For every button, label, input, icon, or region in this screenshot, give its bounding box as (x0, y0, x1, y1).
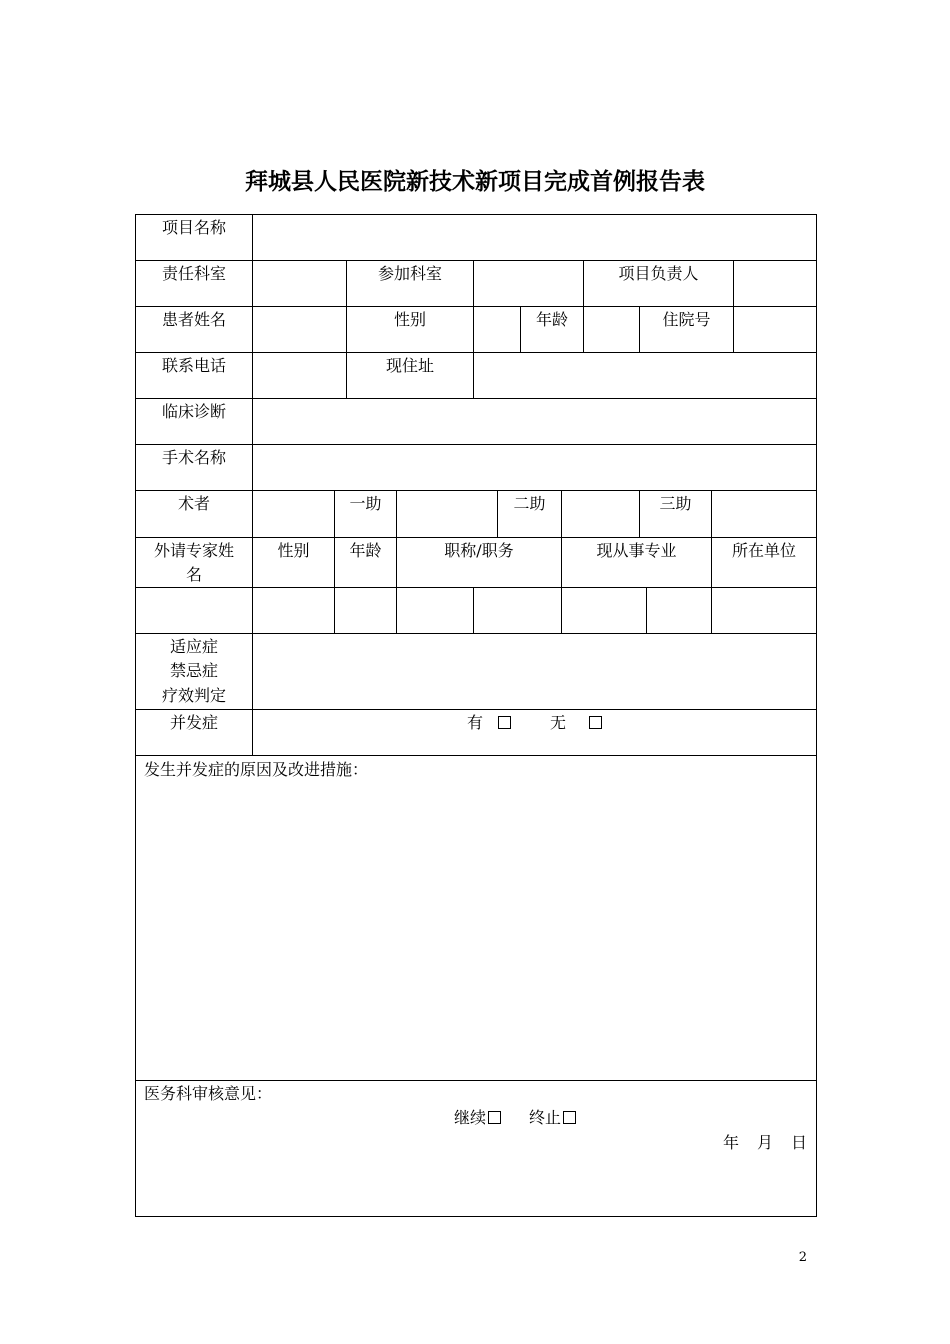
row-border (135, 306, 817, 307)
row-border (135, 755, 817, 756)
label-cause-measures: 发生并发症的原因及改进措施： (144, 760, 369, 779)
page-number: 2 (798, 1250, 807, 1265)
label-responsible-dept: 责任科室 (161, 264, 226, 283)
label-expert-title: 职称/职务 (444, 541, 514, 560)
row-border (135, 352, 817, 353)
complication-yes-option[interactable] (467, 711, 511, 735)
row-border (135, 709, 817, 710)
cell-divider (334, 587, 335, 633)
cell-divider (733, 260, 734, 306)
label-expert-name-line2: 名 (185, 565, 202, 584)
cell-divider (473, 260, 474, 306)
cell-divider (473, 306, 474, 352)
row-border (135, 1080, 817, 1081)
row-border (135, 260, 817, 261)
row-border (135, 490, 817, 491)
cell-divider (646, 587, 647, 633)
continue-label: 继续 (454, 1108, 487, 1127)
cell-divider (396, 587, 397, 633)
date-year: 年 (723, 1133, 740, 1152)
label-expert-gender: 性别 (277, 541, 310, 560)
label-expert-age: 年龄 (349, 541, 382, 560)
date-day: 日 (791, 1133, 808, 1152)
form-title: 拜城县人民医院新技术新项目完成首例报告表 (245, 169, 705, 195)
label-expert-unit: 所在单位 (731, 541, 796, 560)
complication-no-label: 无 (550, 713, 567, 732)
terminate-option[interactable] (529, 1106, 576, 1130)
date-month: 月 (757, 1133, 774, 1152)
label-patient-name: 患者姓名 (161, 310, 226, 329)
complication-no-option[interactable] (550, 711, 602, 735)
label-efficacy: 疗效判定 (161, 686, 226, 705)
cell-divider (561, 490, 562, 537)
row-border (135, 398, 817, 399)
cell-divider (733, 306, 734, 352)
label-assistant2: 二助 (513, 494, 546, 513)
label-gender: 性别 (393, 310, 426, 329)
table-right-border (816, 214, 817, 1217)
label-complication: 并发症 (169, 713, 218, 732)
checkbox-icon[interactable] (563, 1111, 576, 1124)
label-phone: 联系电话 (161, 356, 226, 375)
row-border (135, 1216, 817, 1217)
label-admission-no: 住院号 (662, 310, 711, 329)
label-assistant1: 一助 (349, 494, 382, 513)
label-assistant3: 三助 (659, 494, 692, 513)
label-expert-name-line1: 外请专家姓 (153, 541, 234, 560)
label-project-name: 项目名称 (161, 218, 226, 237)
cell-divider (711, 490, 712, 537)
row-border (135, 214, 817, 215)
cell-divider (583, 306, 584, 352)
label-clinical-diagnosis: 临床诊断 (161, 402, 226, 421)
checkbox-icon[interactable] (498, 716, 511, 729)
row-border (135, 587, 817, 588)
row-border (135, 537, 817, 538)
label-indication: 适应症 (169, 637, 218, 656)
cell-divider (473, 352, 474, 398)
continue-option[interactable] (454, 1106, 501, 1130)
terminate-label: 终止 (529, 1108, 562, 1127)
label-expert-specialty: 现从事专业 (596, 541, 677, 560)
checkbox-icon[interactable] (488, 1111, 501, 1124)
label-address: 现住址 (385, 356, 434, 375)
label-contraindication: 禁忌症 (169, 661, 218, 680)
label-column-divider (252, 214, 253, 755)
complication-yes-label: 有 (467, 713, 484, 732)
label-surgery-name: 手术名称 (161, 448, 226, 467)
cell-divider (711, 587, 712, 633)
cell-divider (473, 587, 474, 633)
cell-divider (396, 490, 397, 537)
label-surgeon: 术者 (177, 494, 210, 513)
label-age: 年龄 (535, 310, 568, 329)
row-border (135, 444, 817, 445)
checkbox-icon[interactable] (589, 716, 602, 729)
cell-divider (561, 587, 562, 633)
label-project-leader: 项目负责人 (618, 264, 699, 283)
row-border (135, 633, 817, 634)
label-participating-dept: 参加科室 (377, 264, 442, 283)
label-review-opinion: 医务科审核意见： (144, 1084, 273, 1103)
